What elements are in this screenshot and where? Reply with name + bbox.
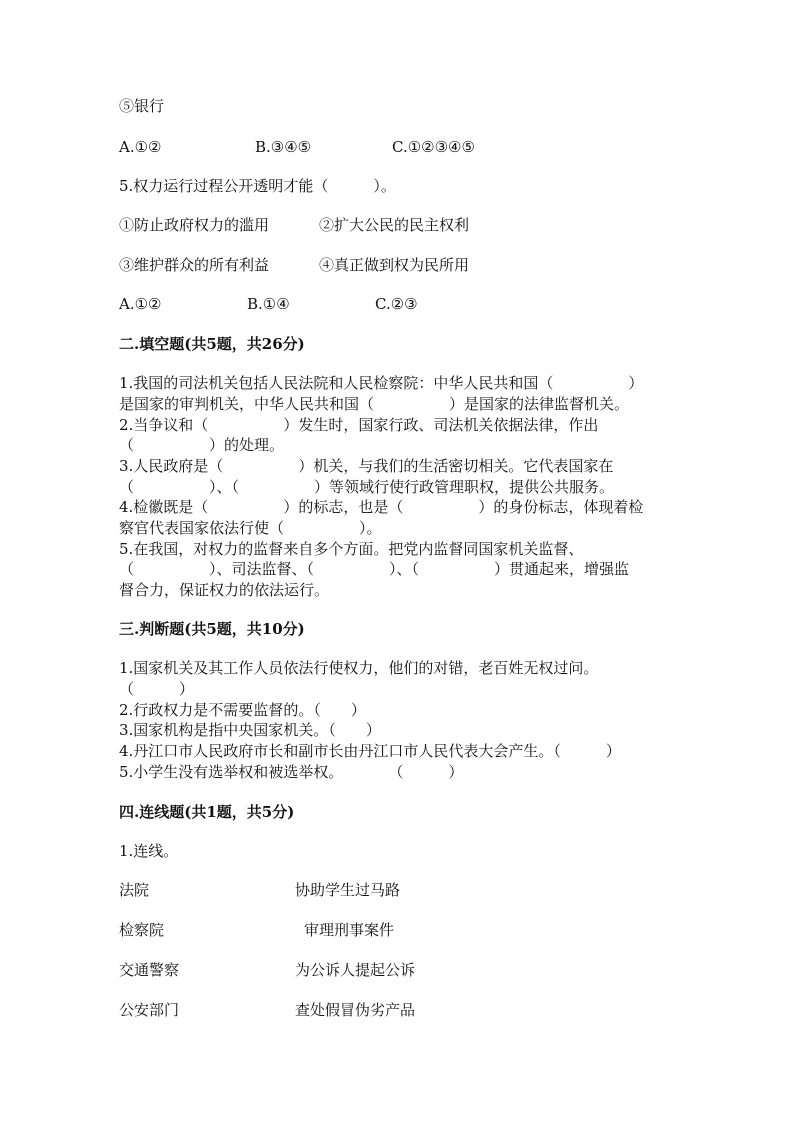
matching-right-item: 协助学生过马路: [295, 881, 401, 899]
q5-statement-1: ①防止政府权力的滥用: [119, 216, 270, 234]
fill-blank-line: 4.检徽既是（ ）的标志，也是（ ）的身份标志，体现着检: [119, 498, 644, 516]
q4-option-c: C.①②③④⑤: [392, 138, 475, 156]
fill-blank-line: 督合力，保证权力的依法运行。: [119, 581, 330, 599]
matching-left-item: 检察院: [119, 921, 165, 939]
fill-blank-line: （ ）、司法监督、（ ）、（ ）贯通起来，增强监: [119, 560, 630, 578]
matching-stem: 1.连线。: [119, 842, 179, 860]
q5-statement-2: ②扩大公民的民主权利: [319, 216, 470, 234]
matching-left-item: 交通警察: [119, 961, 180, 979]
q5-option-c: C.②③: [375, 295, 418, 313]
matching-left-item: 公安部门: [119, 1001, 180, 1019]
judgment-line: 4.丹江口市人民政府市长和副市长由丹江口市人民代表大会产生。（ ）: [119, 742, 621, 760]
option-item-5: ⑤银行: [119, 97, 165, 115]
q5-option-b: B.①④: [247, 295, 290, 313]
judgment-line: 2.行政权力是不需要监督的。（ ）: [119, 701, 366, 719]
section-2-heading: 二.填空题(共5题，共26分): [119, 335, 305, 353]
judgment-line: 3.国家机构是指中央国家机关。（ ）: [119, 721, 381, 739]
judgment-line: 5.小学生没有选举权和被选举权。 （ ）: [119, 763, 464, 781]
judgment-line: （ ）: [119, 680, 195, 698]
fill-blank-line: 是国家的审判机关，中华人民共和国（ ）是国家的法律监督机关。: [119, 395, 630, 413]
matching-left-item: 法院: [119, 881, 150, 899]
fill-blank-line: 1.我国的司法机关包括人民法院和人民检察院：中华人民共和国（ ）: [119, 374, 644, 392]
matching-right-item: 查处假冒伪劣产品: [295, 1001, 416, 1019]
q5-statement-4: ④真正做到权为民所用: [319, 256, 470, 274]
matching-right-item: 审理刑事案件: [304, 921, 395, 939]
fill-blank-line: （ ）的处理。: [119, 436, 285, 454]
q4-option-b: B.③④⑤: [255, 138, 312, 156]
q4-option-a: A.①②: [119, 138, 162, 156]
fill-blank-line: 5.在我国，对权力的监督来自多个方面。把党内监督同国家机关监督、: [119, 540, 584, 558]
judgment-line: 1.国家机关及其工作人员依法行使权力，他们的对错，老百姓无权过问。: [119, 659, 599, 677]
fill-blank-line: （ ）、（ ）等领域行使行政管理职权，提供公共服务。: [119, 478, 615, 496]
section-3-heading: 三.判断题(共5题，共10分): [119, 620, 305, 638]
q5-stem: 5.权力运行过程公开透明才能（ ）。: [119, 177, 396, 195]
fill-blank-line: 3.人民政府是（ ）机关，与我们的生活密切相关。它代表国家在: [119, 457, 614, 475]
section-4-heading: 四.连线题(共1题，共5分): [119, 803, 295, 821]
q5-option-a: A.①②: [119, 295, 162, 313]
fill-blank-line: 察官代表国家依法行使（ ）。: [119, 519, 382, 537]
q5-statement-3: ③维护群众的所有利益: [119, 256, 270, 274]
fill-blank-line: 2.当争议和（ ）发生时，国家行政、司法机关依据法律，作出: [119, 416, 599, 434]
matching-right-item: 为公诉人提起公诉: [295, 961, 416, 979]
